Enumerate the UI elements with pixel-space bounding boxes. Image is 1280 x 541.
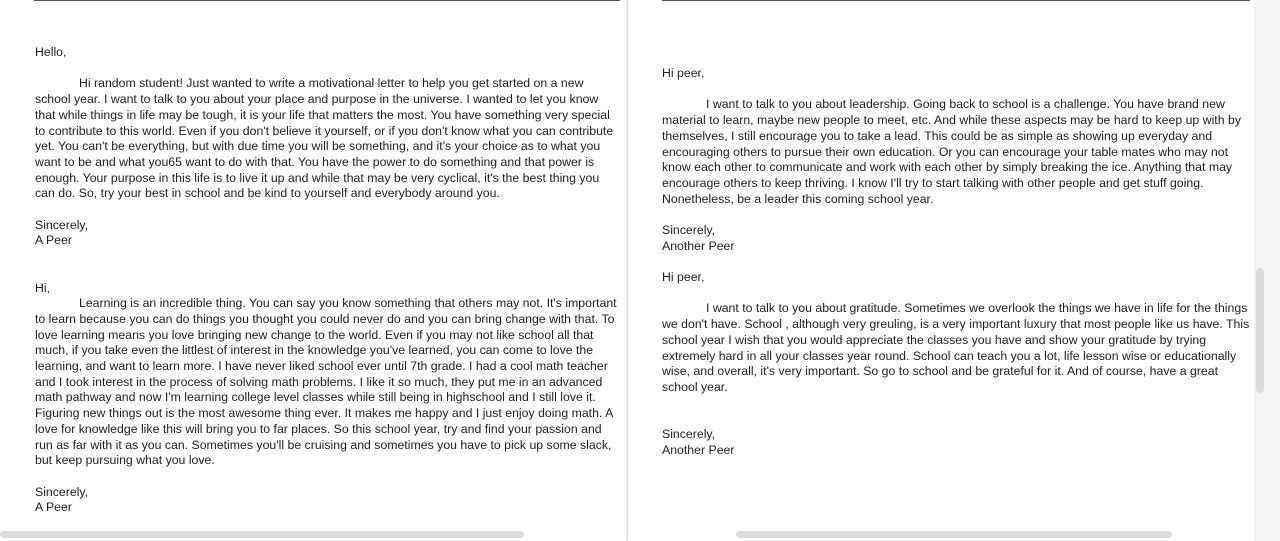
letter-signature: A Peer xyxy=(35,500,72,515)
horizontal-scrollbar[interactable] xyxy=(0,531,524,538)
vertical-scrollbar-thumb[interactable] xyxy=(1256,268,1264,393)
right-document-page xyxy=(628,0,1254,541)
letter-greeting: Hi peer, xyxy=(662,66,705,80)
letter-body: I want to talk to you about gratitude. Sometimes we overlook the things we have in life for the things we don't have. School , although very greuling, is a very important luxury that most people like us have. This school year I wish that you would appreciate the classes you have and show your gratitude by trying extremely hard in all your classes year round. School can teach you a lot, life lesson wise or educationally wise, and overall, it's very important. So go to school and be grateful for it. And of course, have a great school year. xyxy=(662,301,1250,394)
letter-signature: Another Peer xyxy=(662,442,735,457)
letter-greeting: Hello, xyxy=(35,45,67,59)
letter-signature: Another Peer xyxy=(662,238,735,253)
left-document-page xyxy=(0,0,626,541)
letter-closing: Sincerely, xyxy=(662,427,716,442)
page-top-border xyxy=(34,0,620,1)
letter-signature: A Peer xyxy=(35,233,72,248)
letter-closing: Sincerely, xyxy=(35,484,89,499)
right-document-text[interactable] xyxy=(662,66,1250,459)
page-top-border xyxy=(662,0,1250,1)
left-document-text[interactable] xyxy=(35,45,621,516)
letter-body: Learning is an incredible thing. You can say you know something that others may not. It's important to learn because you can do things you thought you could never do and you can bring change with that. To love learning means you love bringing new change to the world. Even if you may not like school all that much, if you take even the littlest of interest in the knowledge you've learned, you can come to love the learning, and want to learn more. I have never liked school ever until 7th grade. I had a cool math teacher and I took interest in the process of solving math problems. I like it so much, they put me in an advanced math pathway and now I'm learning college level classes while still being in highschool and I still love it. Figuring new things out is the most awesome thing ever. It makes me happy and I just enjoy doing math. A love for knowledge like this will bring you to far places. So this school year, try and find your passion and run as far with it as you can. Sometimes you'll be cruising and sometimes you have to pick up some slack, but keep pursuing what you love. xyxy=(35,296,617,468)
letter-closing: Sincerely, xyxy=(662,223,716,237)
letter-greeting: Hi peer, xyxy=(662,270,705,285)
letter-closing: Sincerely, xyxy=(35,217,89,232)
letter-body: Hi random student! Just wanted to write a motivational letter to help you get started on a new school year. I want to talk to you about your place and purpose in the universe. I wanted to let you know that while things in life may be tough, it is your life that matters the most. You have something very special to contribute to this world. Even if you don't believe it yourself, or if you don't know what you can contribute yet. You can't be everything, but with due time you will be something, and it's your choice as to what you want to be and what you65 want to do with that. You have the power to do something and that power is enough. Your purpose in this life is to live it up and while that may be very cyclical, it's the best thing you can do. So, try your best in school and be kind to yourself and everybody around you. xyxy=(35,76,614,201)
horizontal-scrollbar[interactable] xyxy=(736,531,1172,538)
letter-body: I want to talk to you about leadership. Going back to school is a challenge. You have brand new material to learn, maybe new people to meet, etc. And while these aspects may be hard to keep up with by themselves, I still encourage you to take a lead. This could be as simple as showing up everyday and encouraging others to pursue their own education. Or you can encourage your table mates who may not know each other to communicate and work with each other by simply breaking the ice. Anything that may encourage others to keep thriving. I know I'll try to start talking with other people and get stuff going. Nonetheless, be a leader this coming school year. xyxy=(662,97,1241,206)
letter-greeting: Hi, xyxy=(35,280,51,295)
